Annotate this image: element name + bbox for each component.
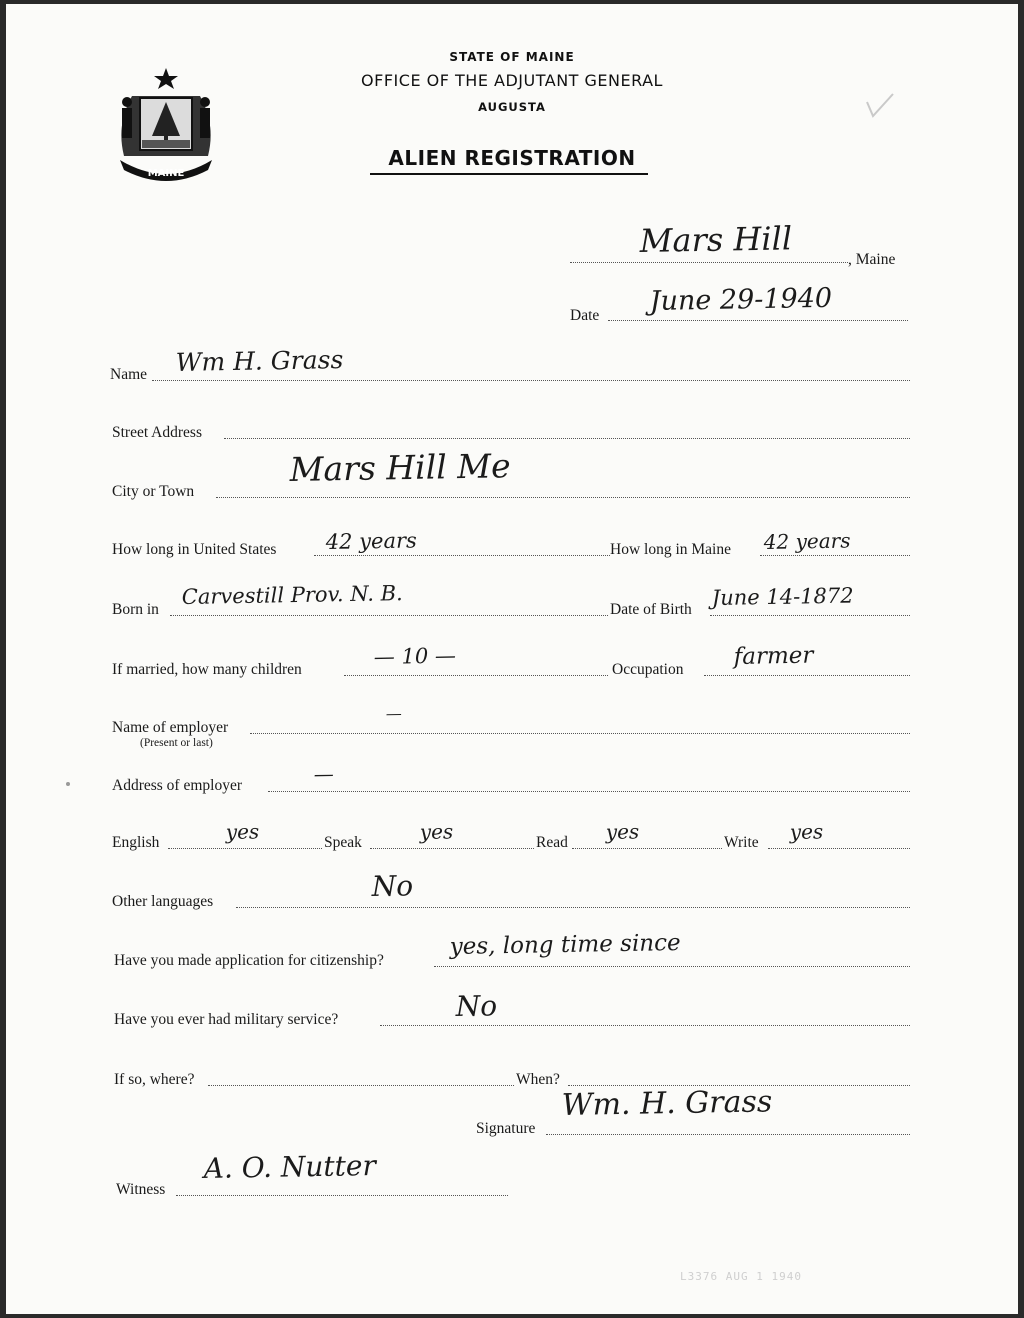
children-line [344, 675, 608, 676]
header-office: OFFICE OF THE ADJUTANT GENERAL [361, 71, 663, 90]
town-line [570, 262, 848, 263]
street-address-label: Street Address [112, 424, 202, 441]
date-of-birth-line [710, 615, 910, 616]
employer-note: (Present or last) [140, 737, 213, 749]
check-mark-icon [865, 90, 895, 120]
signature-line [546, 1134, 910, 1135]
read-line [572, 848, 722, 849]
employer-address-label: Address of employer [112, 777, 242, 794]
witness-line [176, 1195, 508, 1196]
employer-address-value: — [313, 761, 334, 786]
born-in-line [170, 615, 608, 616]
name-label: Name [110, 366, 148, 383]
date-of-birth-value: June 14-1872 [711, 583, 854, 610]
citizenship-value: yes, long time since [449, 929, 681, 960]
city-value: Mars Hill Me [289, 446, 511, 489]
how-long-us-label: How long in United States [112, 541, 277, 558]
born-in-value: Carvestill Prov. N. B. [181, 581, 403, 609]
other-languages-label: Other languages [112, 893, 214, 910]
signature-value: Wm. H. Grass [561, 1084, 773, 1123]
born-in-label: Born in [112, 601, 159, 618]
if-so-where-line [208, 1085, 514, 1086]
occupation-value: farmer [733, 642, 814, 670]
seal-text: MAINE [147, 168, 185, 179]
employer-name-label: Name of employer [112, 719, 229, 736]
military-line [380, 1025, 910, 1026]
employer-address-line [268, 791, 910, 792]
other-languages-line [236, 907, 910, 908]
witness-value: A. O. Nutter [203, 1149, 377, 1185]
citizenship-label: Have you made application for citizenship? [114, 952, 384, 969]
employer-name-line [250, 733, 910, 734]
occupation-line [704, 675, 910, 676]
form-title: ALIEN REGISTRATION [388, 146, 636, 170]
date-label: Date [570, 307, 600, 324]
signature-label: Signature [476, 1120, 536, 1137]
header-state: STATE OF MAINE [449, 50, 575, 64]
write-label: Write [724, 834, 759, 851]
date-value: June 29-1940 [649, 282, 833, 317]
name-line [152, 380, 910, 381]
occupation-label: Occupation [612, 661, 684, 678]
street-address-line [224, 438, 910, 439]
maine-label: , Maine [848, 251, 896, 268]
children-label: If married, how many children [112, 661, 302, 678]
header-city: AUGUSTA [478, 100, 546, 114]
write-value: yes [789, 819, 824, 844]
how-long-us-line [314, 555, 610, 556]
when-label: When? [516, 1071, 560, 1088]
speak-value: yes [419, 819, 454, 844]
write-line [768, 848, 910, 849]
read-value: yes [605, 819, 640, 844]
file-stamp: L3376 AUG 1 1940 [680, 1270, 802, 1283]
name-value: Wm H. Grass [175, 345, 344, 377]
page-speck [66, 782, 70, 786]
date-of-birth-label: Date of Birth [610, 601, 692, 618]
if-so-where-label: If so, where? [114, 1071, 195, 1088]
other-languages-value: No [371, 869, 414, 903]
english-line [168, 848, 322, 849]
english-value: yes [225, 819, 260, 844]
date-line [608, 320, 908, 321]
how-long-us-value: 42 years [325, 528, 418, 554]
military-value: No [455, 989, 498, 1023]
citizenship-line [434, 966, 910, 967]
how-long-maine-label: How long in Maine [610, 541, 731, 558]
maine-seal-icon [110, 64, 222, 188]
city-label: City or Town [112, 483, 195, 500]
children-value: — 10 — [373, 643, 457, 669]
speak-line [370, 848, 534, 849]
town-value: Mars Hill [639, 219, 793, 260]
read-label: Read [536, 834, 568, 851]
form-sheet [6, 4, 1018, 1314]
witness-label: Witness [116, 1181, 166, 1198]
military-label: Have you ever had military service? [114, 1011, 339, 1028]
english-label: English [112, 834, 160, 851]
how-long-maine-value: 42 years [763, 528, 851, 554]
city-line [216, 497, 910, 498]
employer-name-value: — [385, 703, 402, 723]
how-long-maine-line [760, 555, 910, 556]
title-underline [370, 173, 648, 175]
speak-label: Speak [324, 834, 362, 851]
